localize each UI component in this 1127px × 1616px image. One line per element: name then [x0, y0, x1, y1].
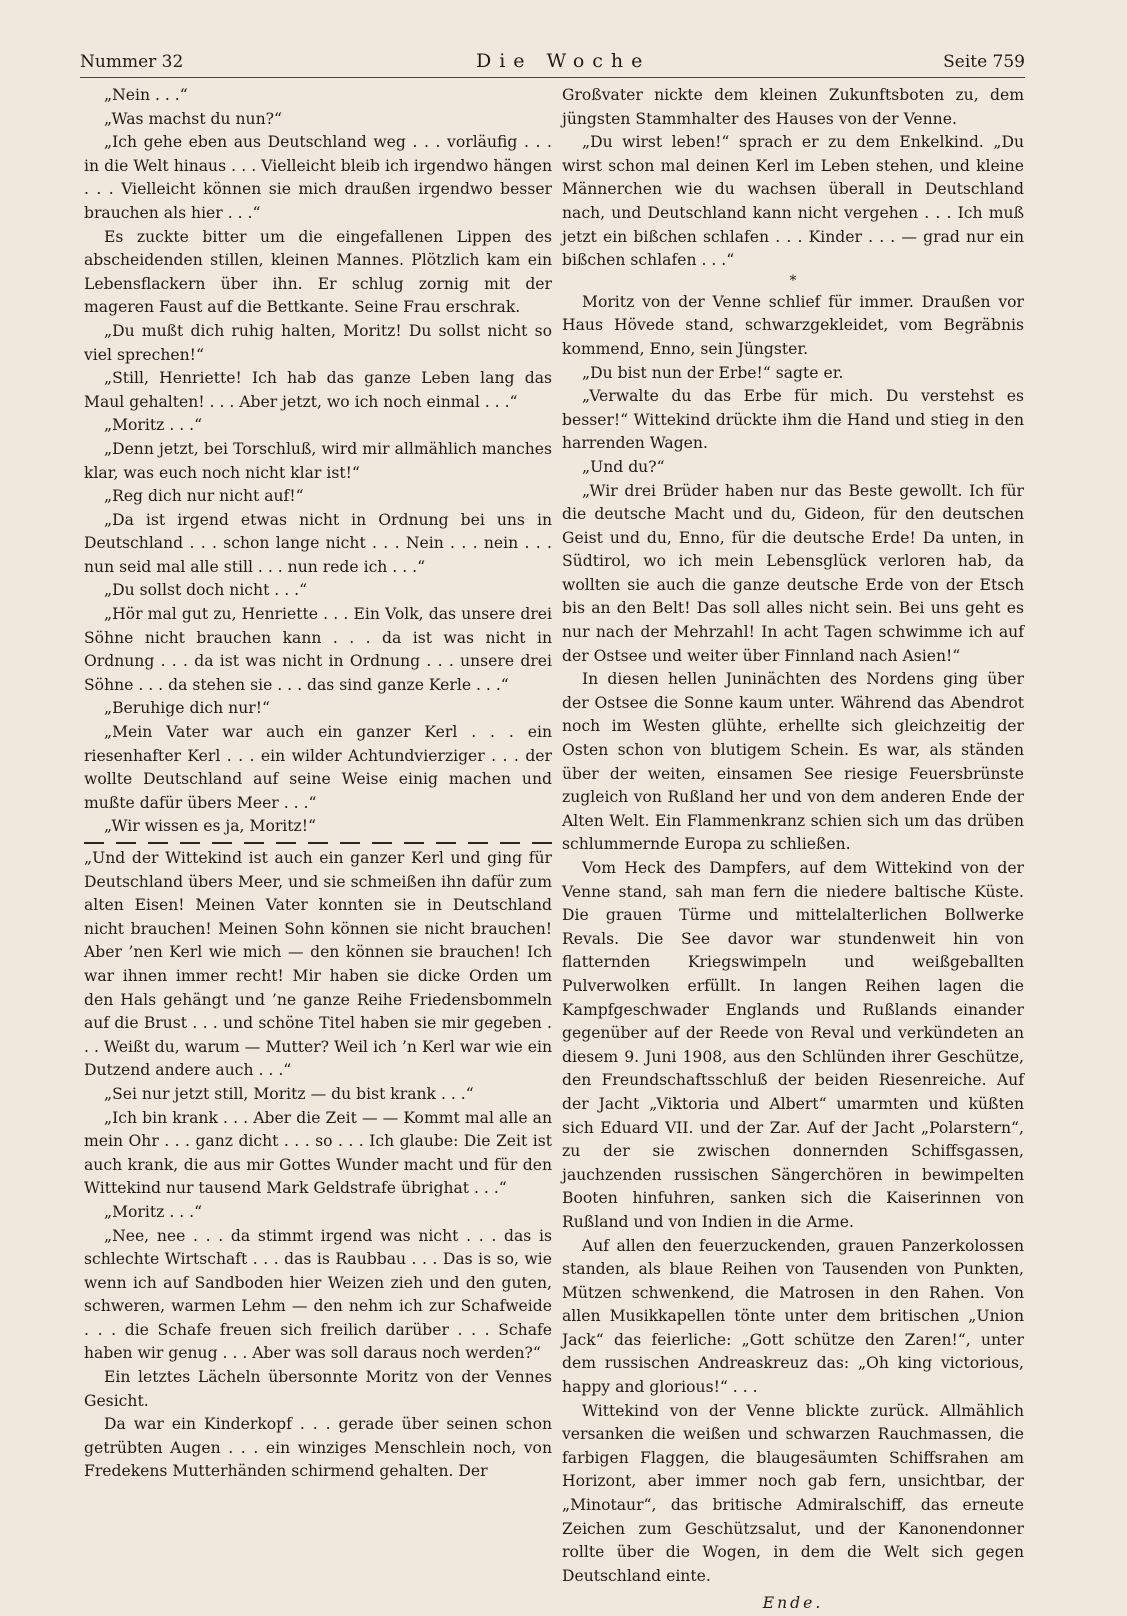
left-column: [84, 84, 552, 1484]
end-mark: Ende.: [762, 1594, 824, 1613]
paragraph: „Mein Vater war auch ein ganzer Kerl . . . ein riesenhafter Kerl . . . ein wilder Achtundvierziger . . . der wollte Deutschland auf seine Weise einig machen und mußte dafür übers Meer . . .“: [84, 723, 552, 812]
paragraph: „Hör mal gut zu, Henriette . . . Ein Volk, das unsere drei Söhne nicht brauchen kann . . . da ist was nicht in Ordnung . . . da ist was nicht in Ordnung . . . unsere drei Söhne . . . da stehen sie . . . das sind ganze Kerle . . .“: [84, 605, 552, 694]
paragraph: „Nee, nee . . . da stimmt irgend was nicht . . . das is schlechte Wirtschaft . . . das is Raubbau . . . Das is so, wie wenn ich auf Sandboden hier Weizen zieh und den guten, schweren, warmen Lehm — den nehm ich zur Schafweide . . . die Schafe freuen sich freilich darüber . . . Schafe haben wir genug . . . Aber was soll daraus noch werden?“: [84, 1226, 552, 1363]
paragraph: „Denn jetzt, bei Torschluß, wird mir allmählich manches klar, was euch noch nicht klar ist!“: [84, 439, 552, 482]
right-column: [562, 84, 1024, 1616]
page-header: [80, 50, 1025, 76]
paragraph: Vom Heck des Dampfers, auf dem Wittekind von der Venne stand, sah man fern die niedere baltische Küste. Die grauen Türme und mittelalterlichen Bollwerke Revals. Die See davor war stundenweit hin von flatternden Kriegswimpeln und weißgeballten Pulverwolken erfüllt. In langen Reihen lagen die Kampfgeschwader Englands und Rußlands einander gegenüber auf der Reede von Reval und verkündeten an diesem 9. Juni 1908, aus den Schlünden ihrer Geschütze, den Freundschaftsschluß der beiden Riesenreiche. Auf der Jacht „Viktoria und Albert“ umarmten und küßten sich Eduard VII. und der Zar. Auf der Jacht „Polarstern“, zu der sie zwischen donnernden Schiffsgassen, jauchzenden russischen Sängerchören in bewimpelten Booten hinfuhren, sanken sich die Kaiserinnen von Rußland und von Indien in die Arme.: [562, 859, 1024, 1231]
issue-number: Nummer 32: [80, 52, 184, 72]
paragraph: „Du wirst leben!“ sprach er zu dem Enkelkind. „Du wirst schon mal deinen Kerl im Leben stehen, und kleine Männerchen wie du wachsen überall in Deutschland nach, und Deutschland kann nicht vergehen . . . Ich muß jetzt ein bißchen schlafen . . . Kinder . . . — grad nur ein bißchen schlafen . . .“: [562, 133, 1024, 270]
paragraph: Moritz von der Venne schlief für immer. Draußen vor Haus Hövede stand, schwarzgekleidet, vom Begräbnis kommend, Enno, sein Jüngster.: [562, 292, 1024, 358]
page-number: Seite 759: [943, 52, 1025, 72]
paragraph: „Verwalte du das Erbe für mich. Du verstehst es besser!“ Wittekind drückte ihm die Hand und stieg in den harrenden Wagen.: [562, 387, 1024, 453]
paragraph: Da war ein Kinderkopf . . . gerade über seinen schon getrübten Augen . . . ein winziges Menschlein noch, von Fredekens Mutterhänden schirmend gehalten. Der: [84, 1415, 552, 1481]
paragraph: „Und der Wittekind ist auch ein ganzer Kerl und ging für Deutschland übers Meer, und sie schmeißen ihn dafür zum alten Eisen! Meinen Vater konnten sie in Deutschland nicht brauchen! Meinen Sohn können sie nicht brauchen! Aber ’nen Kerl wie mich — den können sie brauchen! Ich war ihnen immer recht! Mir haben sie dicke Orden um den Hals gehängt und ’ne ganze Reihe Friedensbommeln auf die Brust . . . und schöne Titel haben sie mir gegeben . . . Weißt du, warum — Mutter? Weil ich ’n Kerl war wie ein Dutzend andere auch . . .“: [84, 849, 552, 1080]
paragraph: In diesen hellen Juninächten des Nordens ging über der Ostsee die Sonne kaum unter. Während das Abendrot noch im Westen glühte, erhellte sich gleichzeitig der Osten schon von blutigem Schein. Es war, als ständen über der weiten, einsamen See riesige Feuersbrünste zugleich von Rußland her und von dem anderen Ende der Alten Welt. Ein Flammenkranz schien sich um das drüben schlummernde Europa zu schließen.: [562, 670, 1024, 854]
paragraph: „Du mußt dich ruhig halten, Moritz! Du sollst nicht so viel sprechen!“: [84, 321, 552, 364]
paragraph: „Nein . . .“: [104, 86, 188, 104]
magazine-title: Die Woche: [476, 50, 651, 72]
paragraph: „Wir wissen es ja, Moritz!“: [104, 817, 316, 836]
section-mark: *: [789, 272, 797, 289]
paragraph: „Moritz . . .“: [104, 1202, 203, 1221]
paragraph: „Und du?“: [582, 457, 665, 476]
paragraph: Es zuckte bitter um die eingefallenen Lippen des abscheidenden stillen, kleinen Mannes. Plötzlich kam ein Lebensflackern über ihn. Er schlug zornig mit der mageren Faust auf die Bettkante. Seine Frau erschrak.: [84, 227, 552, 317]
paragraph: „Still, Henriette! Ich hab das ganze Leben lang das Maul gehalten! . . . Aber jetzt, wo ich noch einmal . . .“: [84, 369, 552, 411]
paragraph: „Du bist nun der Erbe!“ sagte er.: [582, 363, 844, 382]
paragraph: „Was machst du nun?“: [104, 109, 282, 128]
header-rule: [80, 77, 1025, 78]
dash-separator: [84, 842, 552, 844]
paragraph: „Reg dich nur nicht auf!“: [104, 487, 304, 506]
paragraph: „Wir drei Brüder haben nur das Beste gewollt. Ich für die deutsche Macht und du, Gideon, für den deutschen Geist und du, Enno, für die deutsche Erde! Da unten, in Südtirol, wo ich mein Lebensglück verloren hab, da wollten sie auch die ganze deutsche Erde von der Etsch bis an den Belt! Das soll alles nicht sein. Bei uns geht es nur nach der Mehrzahl! In acht Tagen schwimme ich auf der Ostsee und weiter über Finnland nach Asien!“: [562, 481, 1024, 665]
paragraph: „Ich bin krank . . . Aber die Zeit — — Kommt mal alle an mein Ohr . . . ganz dicht . . . so . . . Ich glaube: Die Zeit ist auch krank, die aus mir Gottes Wunder macht und für den Wittekind nur tausend Mark Geldstrafe übrighat . . .“: [84, 1108, 552, 1198]
paragraph: „Du sollst doch nicht . . .“: [104, 581, 308, 600]
paragraph: „Sei nur jetzt still, Moritz — du bist krank . . .“: [104, 1084, 474, 1103]
paragraph: Ein letztes Lächeln übersonnte Moritz von der Vennes Gesicht.: [84, 1368, 552, 1410]
paragraph: Großvater nickte dem kleinen Zukunftsboten zu, dem jüngsten Stammhalter des Hauses von der Venne.: [562, 86, 1024, 128]
paragraph: „Ich gehe eben aus Deutschland weg . . . vorläufig . . . in die Welt hinaus . . . Vielleicht bleib ich irgendwo hängen . . . Vielleicht können sie mich draußen irgendwo besser brauchen als hier . . .“: [84, 133, 552, 222]
paragraph: Auf allen den feuerzuckenden, grauen Panzerkolossen standen, als blaue Reihen von Tausenden von Punkten, Mützen schwenkend, die Matrosen in den Rahen. Von allen Musikkapellen tönte unter dem britischen „Union Jack“ das feierliche: „Gott schütze den Zaren!“, unter dem russischen Andreaskreuz das: „Oh king victorious, happy and glorious!“ . . .: [562, 1236, 1024, 1397]
paragraph: „Da ist irgend etwas nicht in Ordnung bei uns in Deutschland . . . schon lange nicht . . . Nein . . . nein . . . nun seid mal alle still . . . nun rede ich . . .“: [84, 510, 552, 576]
paragraph: „Beruhige dich nur!“: [104, 699, 270, 718]
paragraph: Wittekind von der Venne blickte zurück. Allmählich versanken die weißen und schwarzen Rauchmassen, die farbigen Flaggen, die blaugesäumten Schiffsrahen am Horizont, aber immer noch gab fern, unsichtbar, der „Minotaur“, das britische Admiralschiff, das erneute Zeichen zum Geschützsalut, und der Kanonendonner rollte über die Wogen, in dem die Welt sich gegen Deutschland einte.: [562, 1401, 1024, 1585]
paragraph: „Moritz . . .“: [104, 416, 203, 435]
